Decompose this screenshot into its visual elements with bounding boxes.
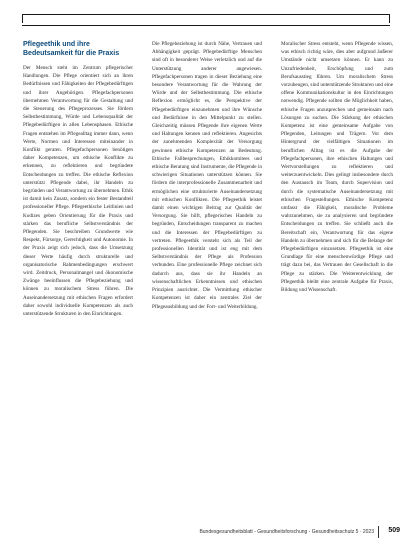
page-number: 509 <box>388 527 400 534</box>
page-footer <box>190 526 400 538</box>
header-frame <box>22 14 390 23</box>
column-1-text: Der Mensch steht im Zentrum pflegerischer Handlungen. Die Pflege orientiert sich an ihren Bedürfnissen und Fähigkeiten der Pflegebedürftigen und ihrer Angehörigen. Pflegefachpersonen übernehmen Verantwortung für die Gestaltung und die Steuerung des Pflegeprozesses. Sie fördern Selbstbestimmung, Würde und Lebensqualität der Pflegebedürftigen in allen Lebensphasen. Ethische Fragen entstehen im Pflegealltag immer dann, wenn Werte, Normen und Interessen miteinander in Konflikt geraten. Pflegefachpersonen benötigen daher Kompetenzen, um ethische Konflikte zu erkennen, zu reflektieren und begründete Entscheidungen zu treffen. Die ethische Reflexion unterstützt Pflegende dabei, ihr Handeln zu begründen und Verantwortung zu übernehmen. Ethik ist damit kein Zusatz, sondern ein fester Bestandteil professioneller Pflege. Pflegeethische Leitlinien und Kodizes geben Orientierung für die Praxis und stärken das berufliche Selbstverständnis der Pflegenden. Sie beschreiben Grundwerte wie Respekt, Fürsorge, Gerechtigkeit und Autonomie. In der Praxis zeigt sich jedoch, dass die Umsetzung dieser Werte häufig durch strukturelle und organisatorische Rahmenbedingungen erschwert wird. Zeitdruck, Personalmangel und ökonomische Zwänge beeinflussen die Pflegebeziehung und können zu moralischem Stress führen. Die Auseinandersetzung mit ethischen Fragen erfordert daher sowohl individuelle Kompetenzen als auch unterstützende Strukturen in den Einrichtungen. <box>23 65 133 318</box>
section-heading: Pflegeethik und ihre Bedeutsamkeit für die Praxis <box>23 41 120 57</box>
column-3-text: Moralischer Stress entsteht, wenn Pflegende wissen, was ethisch richtig wäre, dies aber aufgrund äußerer Umstände nicht umsetzen können. Er kann zu Unzufriedenheit, Erschöpfung und zum Berufsausstieg führen. Um moralischem Stress vorzubeugen, sind unterstützende Strukturen und eine offene Kommunikationskultur in den Einrichtungen notwendig. Pflegende sollten die Möglichkeit haben, ethische Fragen anzusprechen und gemeinsam nach Lösungen zu suchen. Die Stärkung der ethischen Kompetenz ist eine gemeinsame Aufgabe von Pflegenden, Leitungen und Trägern. Vor dem Hintergrund der vielfältigen Situationen im beruflichen Alltag ist es die Aufgabe der Pflegefachpersonen, ihre ethischen Haltungen und Wertvorstellungen zu reflektieren und weiterzuentwickeln. Dies gelingt insbesondere durch den Austausch im Team, durch Supervision und durch die systematische Auseinandersetzung mit ethischen Fragestellungen. Ethische Kompetenz umfasst die Fähigkeit, moralische Probleme wahrzunehmen, sie zu analysieren und begründete Entscheidungen zu treffen. Sie schließt auch die Bereitschaft ein, Verantwortung für das eigene Handeln zu übernehmen und sich für die Belange der Pflegebedürftigen einzusetzen. Pflegeethik ist eine Grundlage für eine menschenwürdige Pflege und trägt dazu bei, das Vertrauen der Gesellschaft in die Pflege zu stärken. Die Weiterentwicklung der Pflegeethik bleibt eine zentrale Aufgabe für Praxis, Bildung und Wissenschaft. <box>281 41 393 294</box>
text-column-2 <box>152 40 262 526</box>
text-column-1 <box>23 40 133 526</box>
text-column-3 <box>281 40 393 526</box>
footer-separator <box>378 526 379 538</box>
column-2-text: Die Pflegebeziehung ist durch Nähe, Vertrauen und Abhängigkeit geprägt. Pflegebedürftige Menschen sind oft in besonderer Weise verletzlich und auf die Unterstützung anderer angewiesen. Pflegefachpersonen tragen in dieser Beziehung eine besondere Verantwortung für die Wahrung der Würde und der Selbstbestimmung. Die ethische Reflexion ermöglicht es, die Perspektive der Pflegebedürftigen einzunehmen und ihre Wünsche und Bedürfnisse in den Mittelpunkt zu stellen. Gleichzeitig müssen Pflegende ihre eigenen Werte und Haltungen kennen und reflektieren. Angesichts der zunehmenden Komplexität der Versorgung gewinnen ethische Kompetenzen an Bedeutung. Ethische Fallbesprechungen, Ethikkomitees und ethische Beratung sind Instrumente, die Pflegende in schwierigen Situationen unterstützen können. Sie fördern die interprofessionelle Zusammenarbeit und ermöglichen eine strukturierte Auseinandersetzung mit ethischen Konflikten. Die Pflegeethik leistet damit einen wichtigen Beitrag zur Qualität der Versorgung. Sie hilft, pflegerisches Handeln zu begründen, Entscheidungen transparent zu machen und die Interessen der Pflegebedürftigen zu vertreten. Pflegeethik versteht sich als Teil der professionellen Identität und ist eng mit dem Selbstverständnis der Pflege als Profession verbunden. Eine professionelle Pflege zeichnet sich dadurch aus, dass sie ihr Handeln an wissenschaftlichen Erkenntnissen und ethischen Prinzipien ausrichtet. Die Vermittlung ethischer Kompetenzen ist daher ein zentrales Ziel der Pflegeausbildung und der Fort- und Weiterbildung. <box>152 41 262 310</box>
header-rule <box>22 25 390 26</box>
journal-citation: Bundesgesundheitsblatt - Gesundheitsforschung - Gesundheitsschutz 5 · 2023 <box>199 529 374 535</box>
